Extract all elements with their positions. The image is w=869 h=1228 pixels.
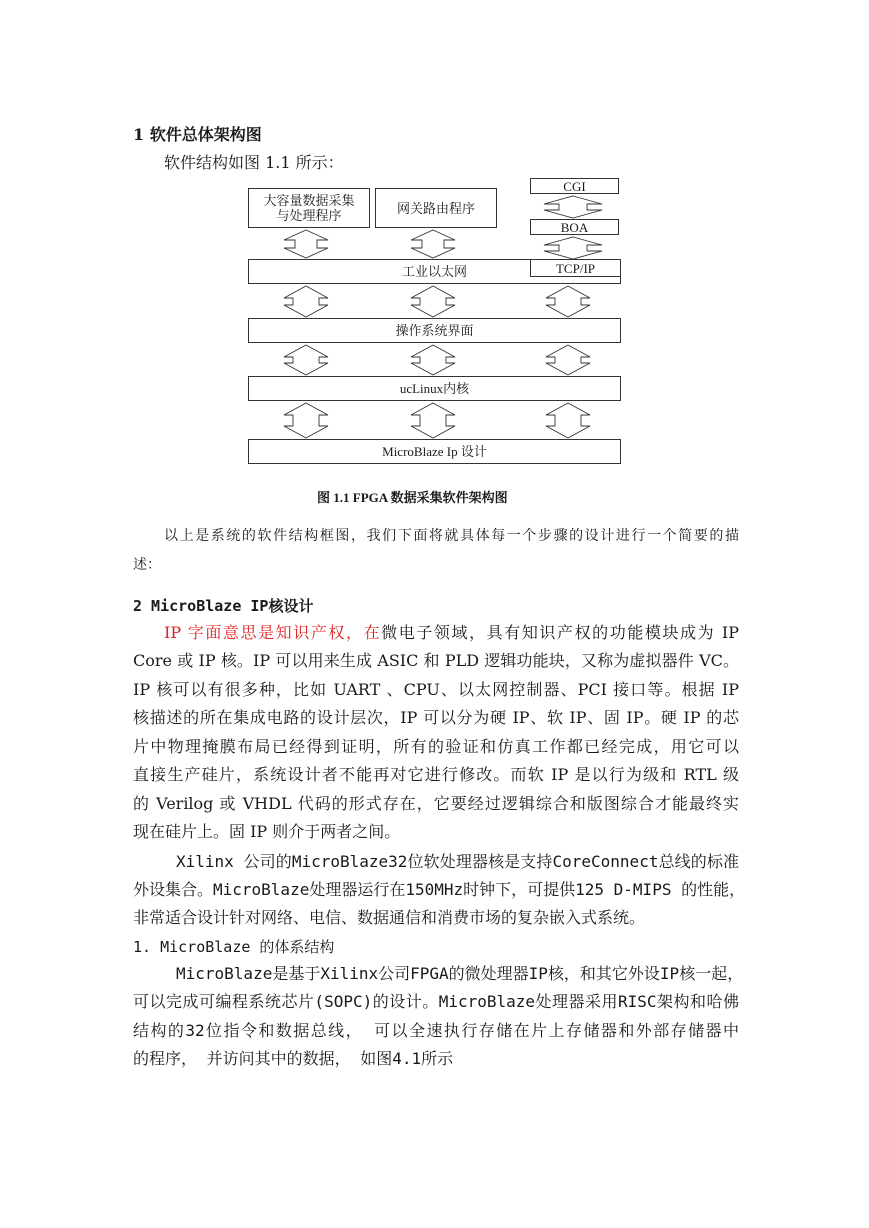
- box-data-acquisition-line1: 大容量数据采集: [263, 193, 355, 208]
- para1-line-6: 直接生产硅片，系统设计者不能再对它进行修改。而软 IP 是以行为级和 RTL 级: [133, 765, 739, 784]
- para1-line-3: IP 核可以有很多种，比如 UART 、CPU、以太网控制器、PCI 接口等。根据 IP: [133, 680, 739, 699]
- arrow-kernel-ip-col2: [411, 403, 455, 438]
- para1-line-2: Core 或 IP 核。IP 可以用来生成 ASIC 和 PLD 逻辑功能块，又称为虚拟器件 VC。: [133, 651, 739, 670]
- para1-line-4: 核描述的所在集成电路的设计层次，IP 可以分为硬 IP、软 IP、固 IP。硬 IP 的芯: [133, 708, 739, 727]
- arrow-kernel-ip-col1: [284, 403, 328, 438]
- para3-line-3: 结构的32位指令和数据总线， 可以全速执行存储在片上存储器和外部存储器中: [133, 1021, 739, 1040]
- summary-line-1: 以上是系统的软件结构框图，我们下面将就具体每一个步骤的设计进行一个简要的描: [164, 528, 739, 544]
- para1-line-8: 现在硅片上。固 IP 则介于两者之间。: [133, 822, 401, 841]
- diagram-arrows: [0, 0, 869, 480]
- bar-uclinux-kernel: ucLinux内核: [248, 376, 621, 401]
- box-cgi: CGI: [530, 178, 619, 194]
- arrow-boa-tcpip: [544, 237, 602, 259]
- box-data-acquisition-line2: 与处理程序: [276, 208, 342, 223]
- para3-line-1: MicroBlaze是基于Xilinx公司FPGA的微处理器IP核，和其它外设IP核一起，: [176, 964, 744, 983]
- para3-line-2: 可以完成可编程系统芯片(SOPC)的设计。MicroBlaze处理器采用RISC架构和哈佛: [133, 992, 739, 1011]
- box-boa: BOA: [530, 219, 619, 235]
- para2-line-1: Xilinx 公司的MicroBlaze32位软处理器核是支持CoreConnect总线的标准: [176, 852, 739, 871]
- para1-line-1-rest: 微电子领域，具有知识产权的功能模块成为 IP: [381, 623, 739, 642]
- arrow-ethernet-os-col3: [546, 286, 590, 317]
- arrow-ethernet-os-col2: [411, 286, 455, 317]
- para1-line-7: 的 Verilog 或 VHDL 代码的形式存在，它要经过逻辑综合和版图综合才能最终实: [133, 794, 739, 813]
- arrow-kernel-ip-col3: [546, 403, 590, 438]
- section1-heading: 1 软件总体架构图: [133, 125, 262, 144]
- bar-microblaze-ip: MicroBlaze Ip 设计: [248, 439, 621, 464]
- figure-caption: 图 1.1 FPGA 数据采集软件架构图: [317, 490, 508, 505]
- para1-line-1: [164, 623, 739, 643]
- summary-line-2: 述：: [133, 557, 161, 573]
- arrow-os-kernel-col2: [411, 345, 455, 375]
- para3-line-4: 的程序， 并访问其中的数据， 如图4.1所示: [133, 1049, 454, 1068]
- box-tcpip: TCP/IP: [530, 259, 621, 277]
- arrow-os-kernel-col3: [546, 345, 590, 375]
- bar-os-interface: 操作系统界面: [248, 318, 621, 343]
- para1-red-lead: IP 字面意思是知识产权，在: [164, 623, 382, 642]
- bar-industrial-ethernet: 工业以太网: [248, 259, 621, 284]
- box-gateway-routing: 网关路由程序: [375, 188, 497, 228]
- section2-heading: 2 MicroBlaze IP核设计: [133, 597, 314, 615]
- arrow-storage-ethernet: [284, 230, 328, 258]
- arrow-gateway-ethernet: [411, 230, 455, 258]
- para2-line-2: 外设集合。MicroBlaze处理器运行在150MHz时钟下，可提供125 D-MIPS 的性能，: [133, 880, 746, 899]
- para1-line-5: 片中物理掩膜布局已经得到证明，所有的验证和仿真工作都已经完成，用它可以: [133, 737, 739, 756]
- arrow-ethernet-os-col1: [284, 286, 328, 317]
- subheading-architecture: 1. MicroBlaze 的体系结构: [133, 938, 335, 956]
- para2-line-3: 非常适合设计针对网络、电信、数据通信和消费市场的复杂嵌入式系统。: [133, 908, 646, 927]
- section1-intro: 软件结构如图 1.1 所示：: [164, 153, 344, 172]
- arrow-os-kernel-col1: [284, 345, 328, 375]
- arrow-cgi-boa: [544, 196, 602, 218]
